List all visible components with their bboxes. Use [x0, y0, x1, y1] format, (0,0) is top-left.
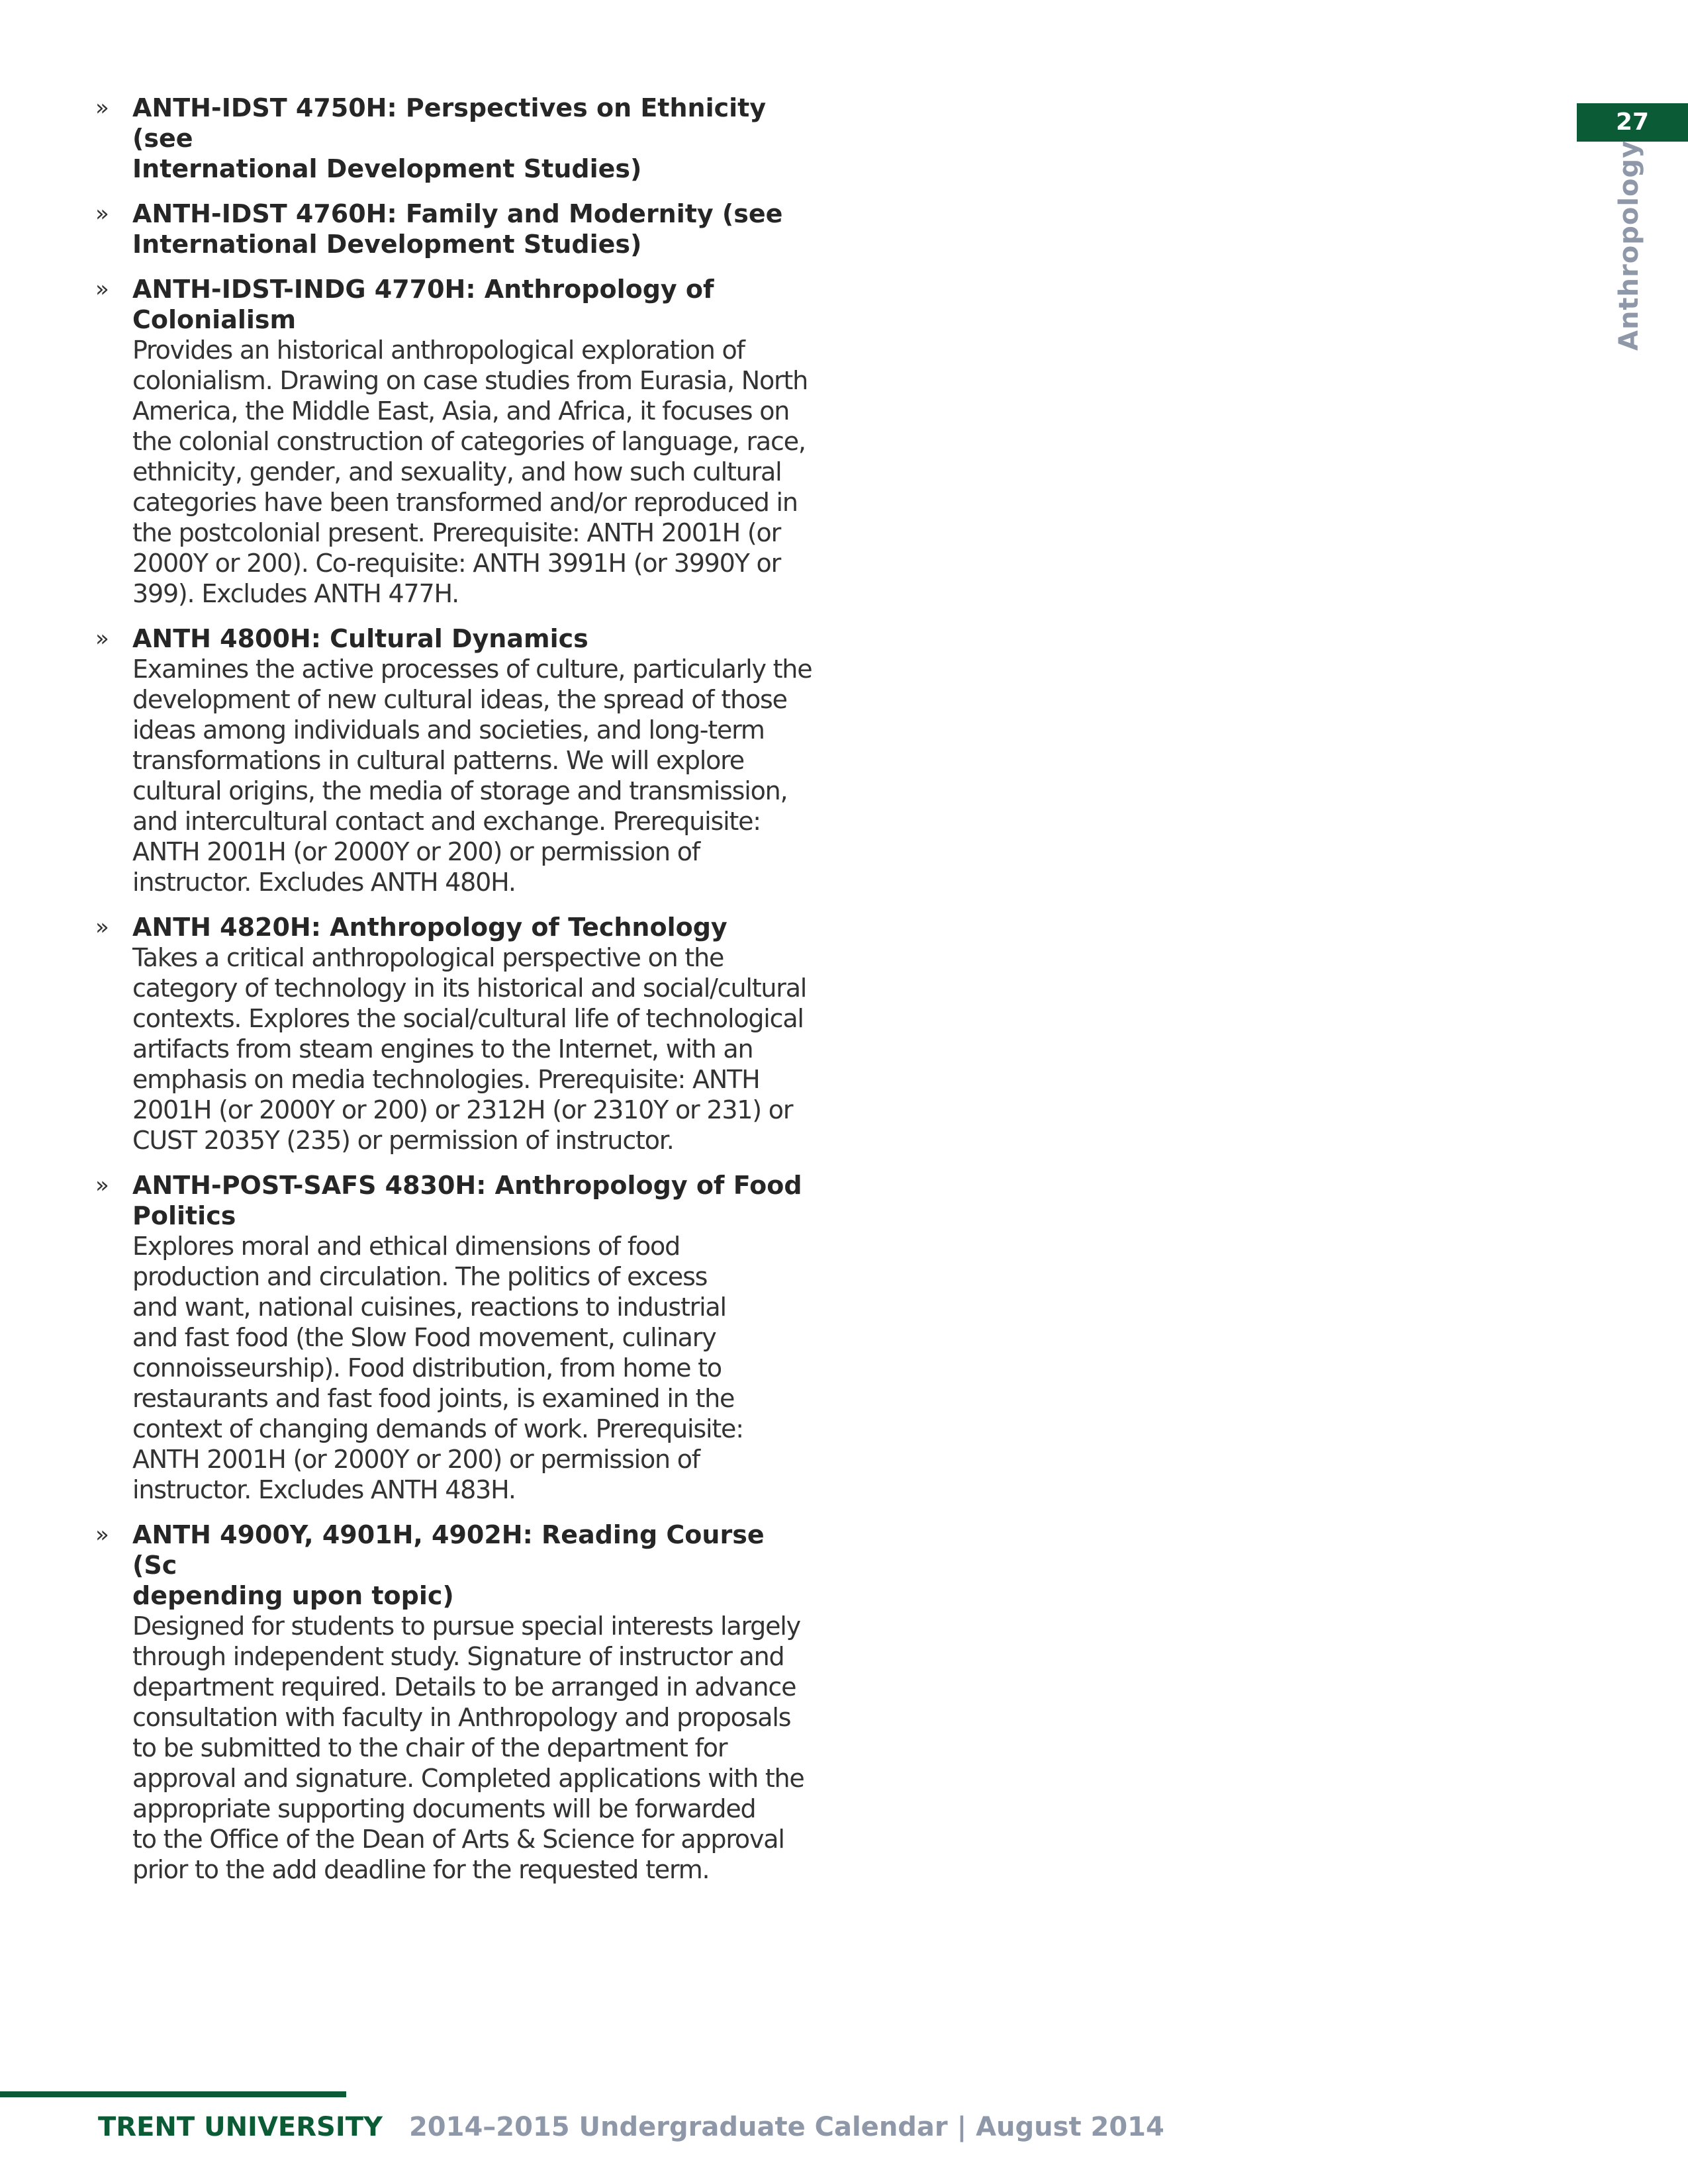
section-tab-label: Anthropology [1614, 140, 1644, 351]
course-title-line: International Development Studies) [132, 154, 642, 183]
footer [98, 2111, 1164, 2143]
course-description-line: 2001H (or 2000Y or 200) or 2312H (or 2310Y or 231) or [132, 1095, 793, 1124]
course-description-line: connoisseurship). Food distribution, from home to [132, 1353, 722, 1383]
course-description-line: production and circulation. The politics of excess [132, 1262, 708, 1291]
course-description-line: cultural origins, the media of storage and transmission, [132, 776, 788, 805]
bullet-icon: » [95, 1172, 109, 1199]
bullet-icon: » [95, 95, 109, 121]
course-description-line: transformations in cultural patterns. We will explore [132, 746, 744, 775]
course-description-line: emphasis on media technologies. Prerequisite: ANTH [132, 1065, 760, 1094]
course-entry [93, 274, 808, 609]
course-description-line: ANTH 2001H (or 2000Y or 200) or permission of [132, 1445, 700, 1474]
course-description-line: CUST 2035Y (235) or permission of instructor. [132, 1126, 674, 1155]
course-description [132, 942, 808, 1156]
course-description-line: categories have been transformed and/or reproduced in [132, 488, 798, 517]
course-description-line: approval and signature. Completed applications with the [132, 1764, 804, 1793]
course-list [93, 93, 812, 1899]
course-description-line: Explores moral and ethical dimensions of food [132, 1232, 680, 1261]
course-description-line: ideas among individuals and societies, and long-term [132, 715, 765, 745]
course-title-line: Politics [132, 1201, 236, 1230]
course-title-line: ANTH 4800H: Cultural Dynamics [132, 624, 588, 653]
course-entry [93, 199, 808, 259]
course-title [132, 274, 808, 335]
course-title-line: ANTH-IDST 4760H: Family and Modernity (see [132, 199, 783, 228]
footer-calendar: 2014–2015 Undergraduate Calendar | August 2014 [408, 2112, 1164, 2142]
course-description-line: 399). Excludes ANTH 477H. [132, 579, 459, 608]
course-entry [93, 912, 808, 1156]
course-title-line: ANTH-IDST 4750H: Perspectives on Ethnicity (see [132, 93, 767, 153]
course-title [132, 1170, 808, 1231]
course-description-line: 2000Y or 200). Co-requisite: ANTH 3991H (or 3990Y or [132, 549, 781, 578]
course-description-line: to the Office of the Dean of Arts & Science for approval [132, 1825, 784, 1854]
course-description-line: through independent study. Signature of instructor and [132, 1642, 784, 1671]
course-title [132, 912, 808, 942]
course-description-line: the colonial construction of categories of language, race, [132, 427, 806, 456]
course-description-line: consultation with faculty in Anthropology and proposals [132, 1703, 791, 1732]
course-description-line: department required. Details to be arranged in advance [132, 1672, 796, 1702]
page-number: 27 [1577, 103, 1688, 142]
bullet-icon: » [95, 914, 109, 940]
course-description-line: America, the Middle East, Asia, and Africa, it focuses on [132, 396, 790, 426]
course-description-line: artifacts from steam engines to the Internet, with an [132, 1034, 753, 1064]
course-entry [93, 1520, 808, 1885]
footer-university: TRENT UNIVERSITY [98, 2112, 383, 2142]
course-description-line: ANTH 2001H (or 2000Y or 200) or permission of [132, 837, 700, 866]
course-description-line: appropriate supporting documents will be forwarded [132, 1794, 756, 1823]
course-description-line: to be submitted to the chair of the department for [132, 1733, 727, 1762]
course-description-line: contexts. Explores the social/cultural life of technological [132, 1004, 804, 1033]
course-description-line: context of changing demands of work. Prerequisite: [132, 1414, 743, 1443]
course-description-line: category of technology in its historical and social/cultural [132, 974, 807, 1003]
course-description-line: Provides an historical anthropological exploration of [132, 336, 745, 365]
course-title-line: depending upon topic) [132, 1581, 454, 1610]
course-entry [93, 93, 808, 184]
footer-rule [0, 2091, 346, 2097]
course-description-line: prior to the add deadline for the requested term. [132, 1855, 710, 1884]
course-description-line: and fast food (the Slow Food movement, culinary [132, 1323, 716, 1352]
course-title-line: ANTH 4820H: Anthropology of Technology [132, 913, 727, 942]
course-description-line: Takes a critical anthropological perspective on the [132, 943, 724, 972]
course-description-line: and intercultural contact and exchange. Prerequisite: [132, 807, 761, 836]
course-description-line: development of new cultural ideas, the spread of those [132, 685, 787, 714]
course-description [132, 1611, 808, 1885]
bullet-icon: » [95, 276, 109, 302]
course-entry [93, 623, 812, 897]
bullet-icon: » [95, 625, 109, 652]
course-title-line: ANTH-POST-SAFS 4830H: Anthropology of Food [132, 1171, 802, 1200]
bullet-icon: » [95, 201, 109, 227]
course-description [132, 654, 812, 897]
course-description-line: colonialism. Drawing on case studies from Eurasia, North [132, 366, 808, 395]
course-title [132, 1520, 808, 1611]
course-description-line: instructor. Excludes ANTH 480H. [132, 868, 516, 897]
course-description-line: the postcolonial present. Prerequisite: ANTH 2001H (or [132, 518, 781, 547]
course-title-line: ANTH-IDST-INDG 4770H: Anthropology of [132, 275, 714, 304]
course-title [132, 93, 808, 184]
course-title-line: ANTH 4900Y, 4901H, 4902H: Reading Course (Sc [132, 1520, 765, 1580]
course-title-line: Colonialism [132, 305, 297, 334]
course-description-line: ethnicity, gender, and sexuality, and how such cultural [132, 457, 782, 486]
course-title-line: International Development Studies) [132, 230, 642, 259]
course-description-line: and want, national cuisines, reactions to industrial [132, 1293, 726, 1322]
course-description [132, 1231, 808, 1505]
course-description-line: instructor. Excludes ANTH 483H. [132, 1475, 516, 1504]
course-title [132, 199, 808, 259]
course-entry [93, 1170, 808, 1505]
course-description-line: restaurants and fast food joints, is examined in the [132, 1384, 735, 1413]
course-description-line: Examines the active processes of culture, particularly the [132, 655, 812, 684]
bullet-icon: » [95, 1522, 109, 1548]
course-description [132, 335, 808, 609]
course-title [132, 623, 808, 654]
course-description-line: Designed for students to pursue special interests largely [132, 1612, 800, 1641]
